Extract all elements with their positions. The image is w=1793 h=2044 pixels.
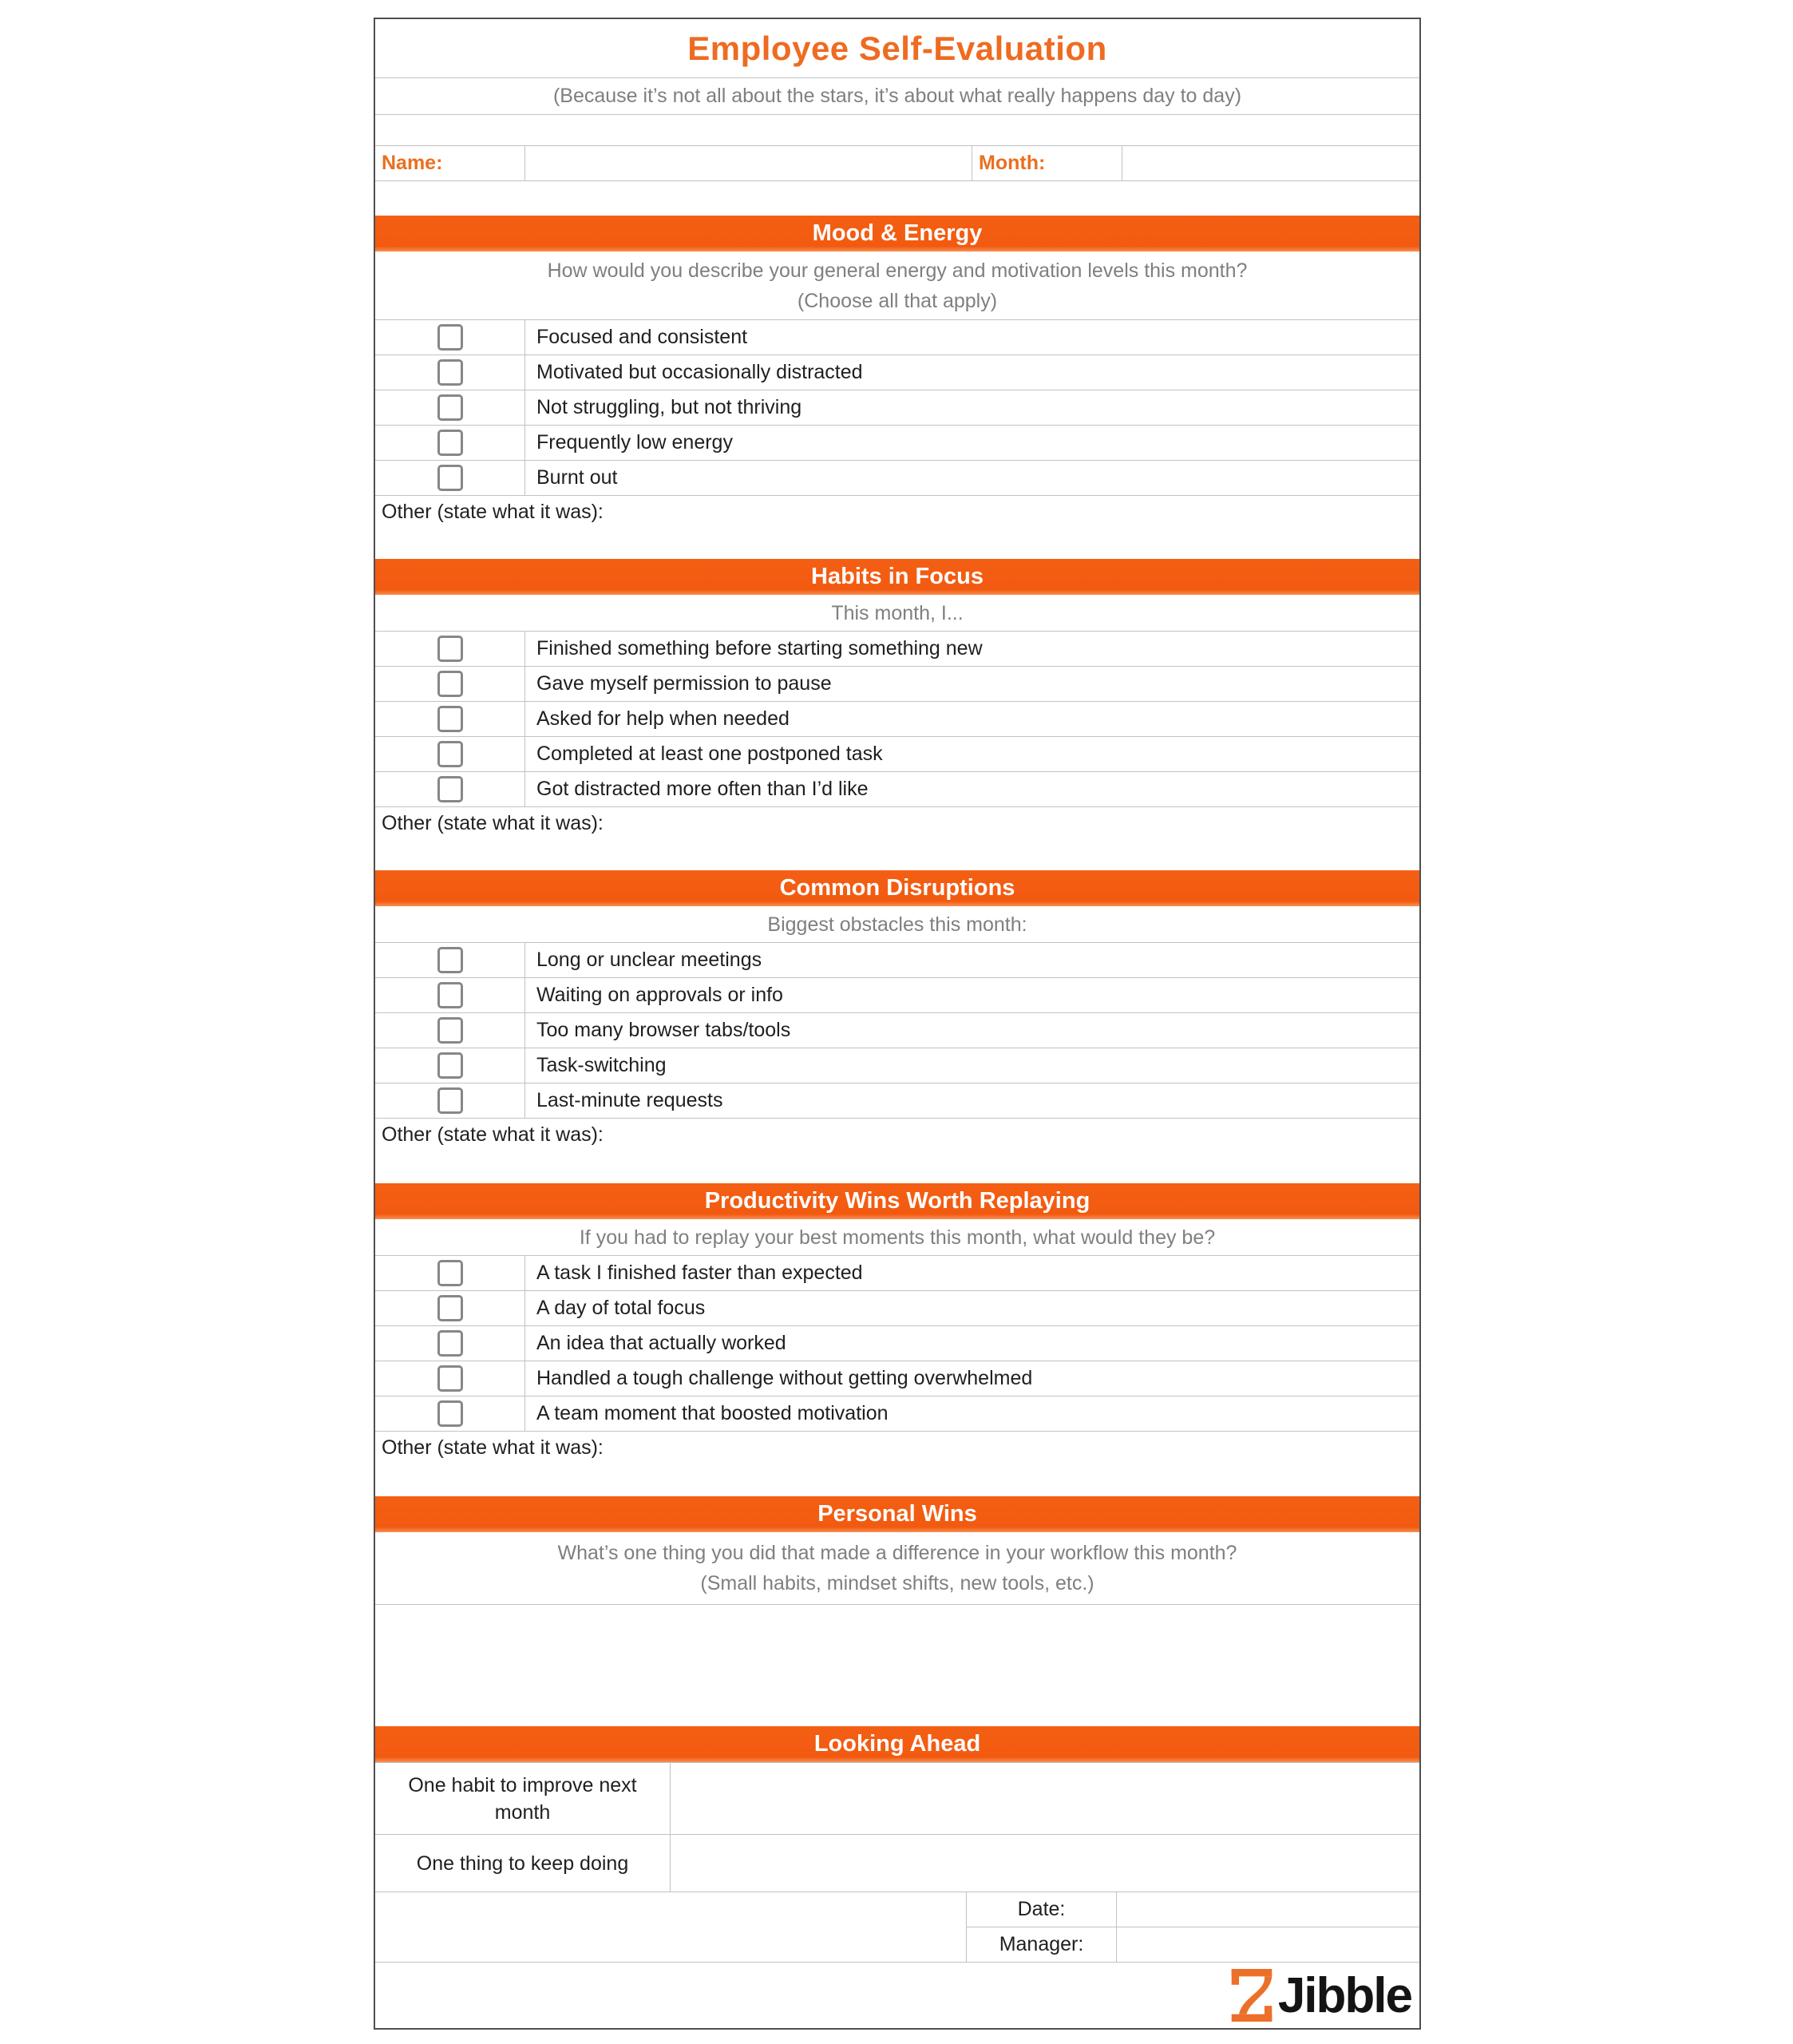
name-label: Name: xyxy=(375,146,525,180)
other-input-cell[interactable] xyxy=(375,1118,1419,1183)
hourglass-icon xyxy=(1229,1969,1275,2022)
manager-input-cell[interactable] xyxy=(1117,1927,1419,1962)
habit-to-improve-input-cell[interactable] xyxy=(671,1763,1419,1834)
looking-ahead-row xyxy=(375,1834,1419,1891)
checklist-row xyxy=(375,460,1419,495)
section-header-mood-energy xyxy=(375,216,1419,252)
checkbox-cell xyxy=(375,1013,525,1048)
checkbox-cell xyxy=(375,978,525,1012)
looking-ahead-row xyxy=(375,1762,1419,1834)
checkbox-cell xyxy=(375,1326,525,1361)
checkbox[interactable] xyxy=(437,394,463,421)
checkbox[interactable] xyxy=(437,982,463,1008)
spacer-row xyxy=(375,180,1419,216)
checkbox-item-label: A task I finished faster than expected xyxy=(536,1262,863,1284)
prompt-line: (Choose all that apply) xyxy=(797,289,998,312)
prompt-line: This month, I... xyxy=(831,601,964,624)
signoff-row xyxy=(375,1891,1419,1962)
checkbox[interactable] xyxy=(437,1365,463,1392)
checkbox-cell xyxy=(375,632,525,666)
checklist-row xyxy=(375,942,1419,977)
prompt-line: How would you describe your general energy and motivation levels this month? xyxy=(547,259,1248,282)
checkbox[interactable] xyxy=(437,706,463,732)
checkbox-item-label: Gave myself permission to pause xyxy=(536,672,832,695)
checkbox-item-label: Asked for help when needed xyxy=(536,707,790,730)
checkbox-item-label: Motivated but occasionally distracted xyxy=(536,361,863,383)
date-label: Date: xyxy=(967,1892,1117,1927)
checkbox[interactable] xyxy=(437,1295,463,1321)
checkbox-cell xyxy=(375,1361,525,1396)
checklist-row xyxy=(375,1361,1419,1396)
checkbox[interactable] xyxy=(437,636,463,662)
date-line xyxy=(967,1892,1419,1927)
checkbox[interactable] xyxy=(437,947,463,973)
checklist-row xyxy=(375,1290,1419,1325)
checklist-row xyxy=(375,355,1419,390)
checkbox-item-label: Long or unclear meetings xyxy=(536,949,762,971)
checkbox-cell xyxy=(375,702,525,736)
manager-label: Manager: xyxy=(967,1927,1117,1962)
page-title: Employee Self-Evaluation xyxy=(687,29,1107,67)
checkbox-item-label: Last-minute requests xyxy=(536,1089,723,1111)
checkbox[interactable] xyxy=(437,1087,463,1114)
checklist-row xyxy=(375,631,1419,666)
checkbox-item-label: Frequently low energy xyxy=(536,431,733,454)
jibble-logo xyxy=(1229,1967,1411,2024)
checkbox-cell xyxy=(375,320,525,355)
other-label: Other (state what it was): xyxy=(382,812,604,834)
checklist-row xyxy=(375,1255,1419,1290)
checkbox[interactable] xyxy=(437,1400,463,1427)
checkbox-cell xyxy=(375,1396,525,1431)
checklist-row xyxy=(375,666,1419,701)
checklist-row xyxy=(375,771,1419,806)
checkbox[interactable] xyxy=(437,1052,463,1079)
checkbox[interactable] xyxy=(437,1330,463,1357)
name-month-row xyxy=(375,145,1419,180)
checkbox-item-label: Too many browser tabs/tools xyxy=(536,1019,791,1041)
prompt-line: Biggest obstacles this month: xyxy=(767,913,1027,936)
section-title: Mood & Energy xyxy=(812,220,983,246)
checklist-row xyxy=(375,1083,1419,1118)
other-label: Other (state what it was): xyxy=(382,1436,604,1459)
checkbox-item-label: Completed at least one postponed task xyxy=(536,743,883,765)
thing-to-keep-doing-input-cell[interactable] xyxy=(671,1835,1419,1891)
checklist-row xyxy=(375,1048,1419,1083)
section-header-common-disruptions xyxy=(375,870,1419,906)
checkbox[interactable] xyxy=(437,1017,463,1044)
section-title: Looking Ahead xyxy=(813,1731,981,1757)
signoff-fields xyxy=(967,1892,1419,1962)
section-title: Common Disruptions xyxy=(779,875,1015,901)
section-title: Productivity Wins Worth Replaying xyxy=(704,1188,1090,1214)
checklist-row xyxy=(375,977,1419,1012)
checkbox[interactable] xyxy=(437,671,463,697)
checkbox-item-label: Handled a tough challenge without getting overwhelmed xyxy=(536,1367,1033,1389)
other-label: Other (state what it was): xyxy=(382,1123,604,1146)
checkbox-item-label: A team moment that boosted motivation xyxy=(536,1402,889,1424)
checkbox[interactable] xyxy=(437,359,463,386)
section-prompt xyxy=(375,1219,1419,1255)
checkbox[interactable] xyxy=(437,1260,463,1286)
looking-ahead-label: One thing to keep doing xyxy=(375,1835,671,1891)
checkbox-item-label: A day of total focus xyxy=(536,1297,706,1319)
other-input-cell[interactable] xyxy=(375,495,1419,559)
checkbox-item-label: Focused and consistent xyxy=(536,326,748,348)
checkbox-cell xyxy=(375,461,525,495)
section-prompt xyxy=(375,595,1419,631)
checkbox-cell xyxy=(375,1291,525,1325)
employee-self-evaluation-form xyxy=(374,18,1421,2030)
checklist-row xyxy=(375,390,1419,425)
date-input-cell[interactable] xyxy=(1117,1892,1419,1927)
other-label: Other (state what it was): xyxy=(382,501,604,523)
checkbox-item-label: Task-switching xyxy=(536,1054,667,1076)
checkbox[interactable] xyxy=(437,324,463,351)
logo-row xyxy=(375,1962,1419,2028)
section-prompt xyxy=(375,1532,1419,1604)
section-header-personal-wins xyxy=(375,1496,1419,1532)
name-input-cell[interactable] xyxy=(525,146,972,180)
section-header-habits-in-focus xyxy=(375,559,1419,595)
checklist-row xyxy=(375,701,1419,736)
prompt-line: (Small habits, mindset shifts, new tools, etc.) xyxy=(700,1572,1094,1594)
checkbox-item-label: Waiting on approvals or info xyxy=(536,984,783,1006)
manager-line xyxy=(967,1927,1419,1962)
checklist-row xyxy=(375,736,1419,771)
section-title: Personal Wins xyxy=(817,1501,977,1527)
section-header-looking-ahead xyxy=(375,1726,1419,1762)
checklist-row xyxy=(375,425,1419,460)
checkbox[interactable] xyxy=(437,430,463,456)
checklist-row xyxy=(375,319,1419,355)
checklist-row xyxy=(375,1012,1419,1048)
section-header-productivity-wins xyxy=(375,1183,1419,1219)
checklist-row xyxy=(375,1325,1419,1361)
other-input-cell[interactable] xyxy=(375,1431,1419,1496)
page-subtitle: (Because it’s not all about the stars, it’s about what really happens day to day) xyxy=(552,85,1242,107)
month-input-cell[interactable] xyxy=(1122,146,1419,180)
checkbox[interactable] xyxy=(437,465,463,491)
other-input-cell[interactable] xyxy=(375,806,1419,870)
prompt-line: If you had to replay your best moments this month, what would they be? xyxy=(579,1226,1216,1249)
checkbox-cell xyxy=(375,667,525,701)
month-label: Month: xyxy=(972,146,1122,180)
signoff-empty-cell xyxy=(375,1892,967,1962)
logo-wordmark: Jibble xyxy=(1277,1967,1411,2023)
checkbox-cell xyxy=(375,426,525,460)
title-row xyxy=(375,19,1419,77)
checklist-row xyxy=(375,1396,1419,1431)
section-title: Habits in Focus xyxy=(811,564,984,589)
checkbox-cell xyxy=(375,737,525,771)
subtitle-row xyxy=(375,77,1419,114)
checkbox-cell xyxy=(375,772,525,806)
section-prompt xyxy=(375,252,1419,319)
checkbox-cell xyxy=(375,390,525,425)
checkbox-cell xyxy=(375,1256,525,1290)
section-prompt xyxy=(375,906,1419,942)
checkbox-cell xyxy=(375,943,525,977)
checkbox-cell xyxy=(375,1083,525,1118)
checkbox[interactable] xyxy=(437,776,463,802)
checkbox-item-label: Got distracted more often than I’d like xyxy=(536,778,869,800)
checkbox-item-label: Finished something before starting something new xyxy=(536,637,983,660)
checkbox-cell xyxy=(375,1048,525,1083)
personal-wins-input-cell[interactable] xyxy=(375,1604,1419,1726)
checkbox[interactable] xyxy=(437,741,463,767)
prompt-line: What’s one thing you did that made a difference in your workflow this month? xyxy=(557,1542,1237,1564)
looking-ahead-label: One habit to improve next month xyxy=(375,1763,671,1834)
checkbox-cell xyxy=(375,355,525,390)
checkbox-item-label: An idea that actually worked xyxy=(536,1332,786,1354)
checkbox-item-label: Not struggling, but not thriving xyxy=(536,396,802,418)
checkbox-item-label: Burnt out xyxy=(536,466,618,489)
spacer-row xyxy=(375,114,1419,145)
